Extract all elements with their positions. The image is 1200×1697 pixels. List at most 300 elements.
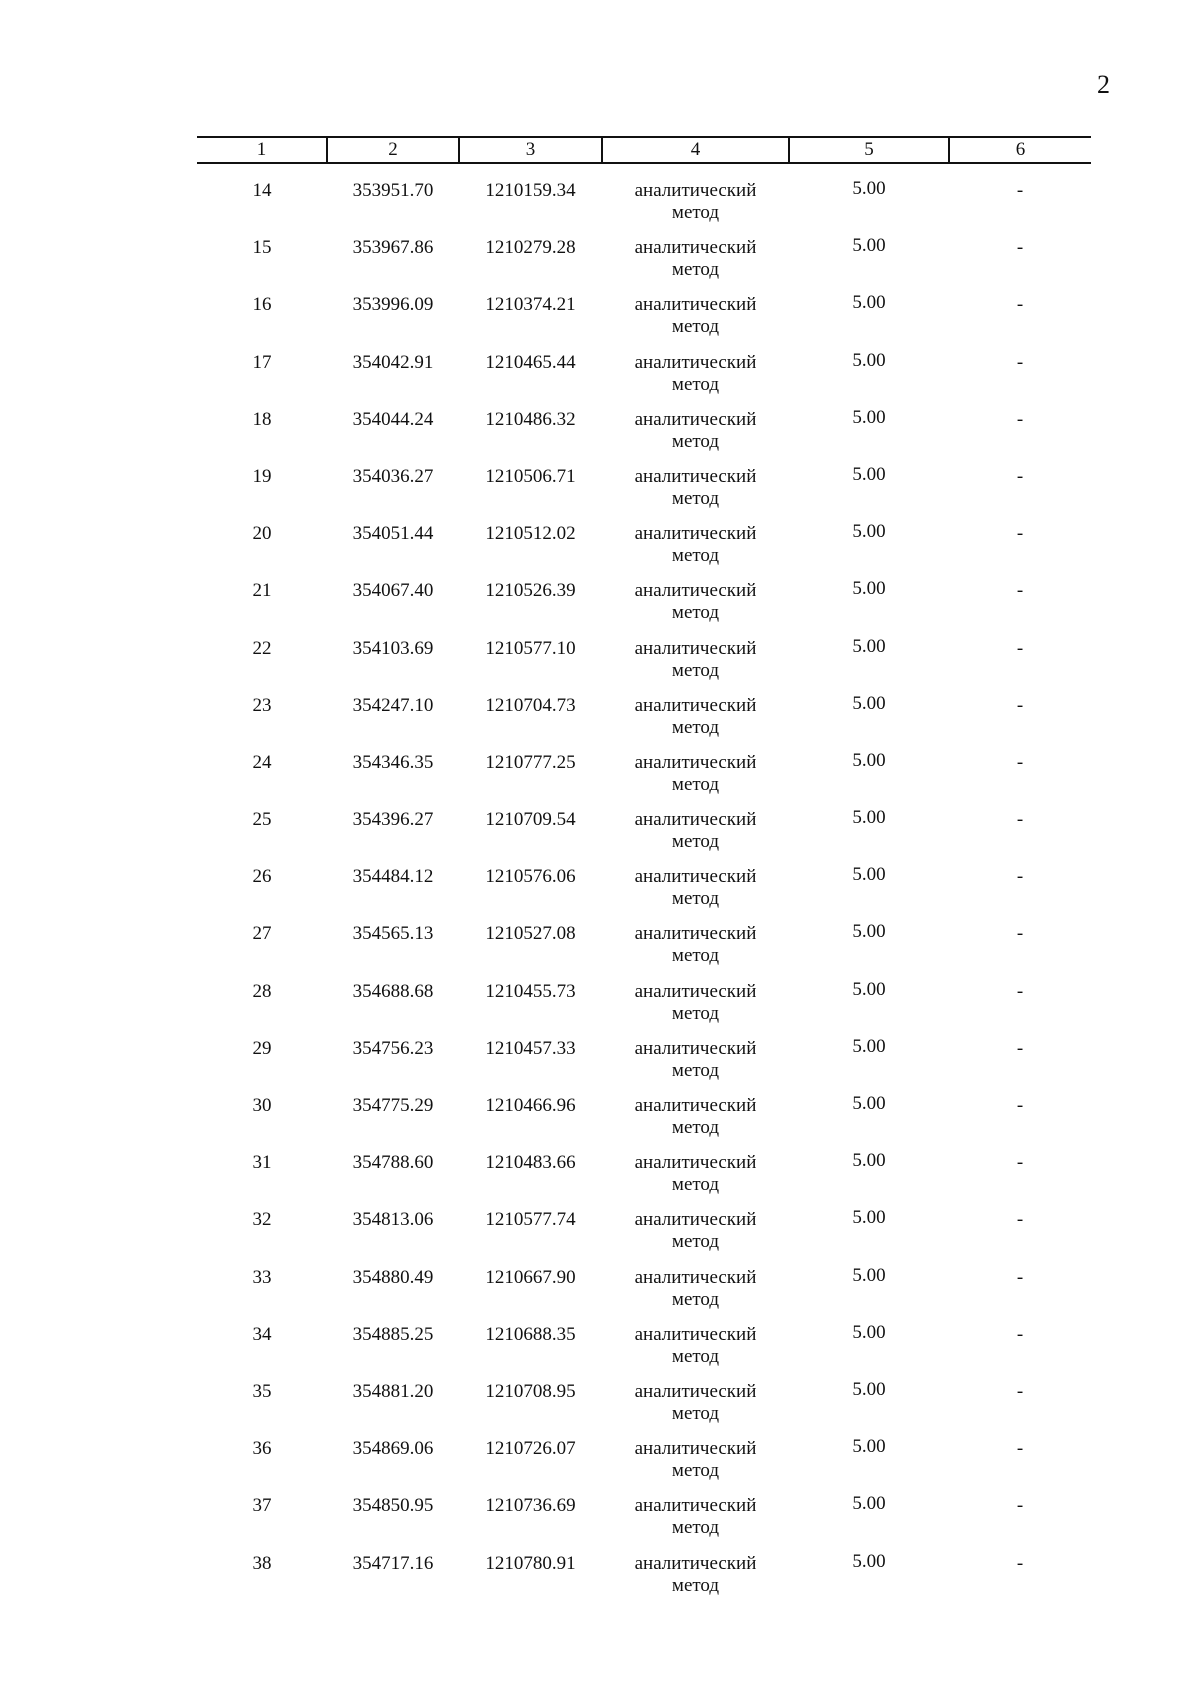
y-coordinate: 1210709.54 (485, 809, 576, 831)
point-number-cell (197, 519, 327, 576)
x-coordinate: 353996.09 (352, 294, 434, 316)
x-coordinate-cell (327, 977, 459, 1034)
point-number: 20 (252, 523, 272, 545)
note-value: - (1016, 237, 1024, 259)
point-number: 30 (252, 1095, 272, 1116)
note-cell (949, 634, 1091, 691)
point-number: 23 (252, 694, 272, 716)
method-line-1: аналитический (634, 1266, 757, 1288)
method-cell (602, 1091, 789, 1148)
note-value: - (1016, 923, 1024, 945)
note-cell (949, 576, 1091, 633)
note-value: - (1016, 1037, 1024, 1059)
method-line-2: метод (671, 1517, 720, 1539)
y-coordinate: 1210736.69 (485, 1495, 576, 1517)
y-coordinate-cell (459, 805, 602, 862)
point-number: 19 (252, 465, 272, 487)
point-number-cell (197, 290, 327, 347)
y-coordinate-cell (459, 1491, 602, 1548)
note-cell (949, 1320, 1091, 1377)
note-cell (949, 1549, 1091, 1606)
y-coordinate: 1210667.90 (485, 1266, 576, 1288)
x-coordinate-cell (327, 1434, 459, 1491)
method-line-2: метод (671, 1002, 720, 1024)
method-line-1: аналитический (634, 923, 757, 945)
method-line-2: метод (671, 430, 720, 452)
y-coordinate-cell (459, 1034, 602, 1091)
method-cell (602, 233, 789, 290)
method-line-2: метод (671, 1460, 720, 1482)
accuracy-cell (789, 290, 949, 347)
table-row (197, 462, 1091, 519)
x-coordinate-cell (327, 519, 459, 576)
y-coordinate: 1210704.73 (485, 694, 576, 716)
accuracy-cell (789, 862, 949, 919)
accuracy-cell (789, 977, 949, 1034)
x-coordinate: 354756.23 (352, 1037, 434, 1059)
method-cell (602, 1034, 789, 1091)
point-number: 15 (252, 237, 272, 259)
note-cell (949, 462, 1091, 519)
y-coordinate-cell (459, 1205, 602, 1262)
header-col-1: 1 (197, 137, 327, 163)
note-cell (949, 1434, 1091, 1491)
note-cell (949, 977, 1091, 1034)
table-row (197, 1205, 1091, 1262)
point-number: 16 (252, 294, 272, 316)
method-line-1: аналитический (634, 1323, 757, 1345)
accuracy-value: 5.00 (852, 635, 886, 657)
method-line-2: метод (671, 773, 720, 795)
table-row (197, 519, 1091, 576)
point-number: 27 (252, 923, 272, 945)
note-value: - (1016, 1438, 1024, 1460)
point-number-cell (197, 1091, 327, 1148)
method-line-1: аналитический (634, 1209, 757, 1231)
method-line-1: аналитический (634, 408, 757, 430)
note-value: - (1016, 465, 1024, 487)
accuracy-value: 5.00 (852, 1264, 886, 1286)
x-coordinate: 354346.35 (352, 751, 434, 773)
note-value: - (1016, 294, 1024, 316)
y-coordinate-cell (459, 1091, 602, 1148)
note-cell (949, 1091, 1091, 1148)
accuracy-value: 5.00 (852, 1150, 886, 1172)
method-cell (602, 1491, 789, 1548)
note-value: - (1016, 694, 1024, 716)
point-number-cell (197, 163, 327, 233)
accuracy-value: 5.00 (852, 521, 886, 543)
accuracy-value: 5.00 (852, 1035, 886, 1057)
accuracy-value: 5.00 (852, 807, 886, 829)
accuracy-value: 5.00 (852, 178, 886, 199)
accuracy-cell (789, 576, 949, 633)
x-coordinate-cell (327, 1034, 459, 1091)
x-coordinate-cell (327, 634, 459, 691)
x-coordinate: 354051.44 (352, 523, 434, 545)
method-cell (602, 634, 789, 691)
x-coordinate: 354247.10 (352, 694, 434, 716)
x-coordinate-cell (327, 1148, 459, 1205)
y-coordinate-cell (459, 1549, 602, 1606)
point-number: 24 (252, 751, 272, 773)
point-number: 32 (252, 1209, 272, 1231)
accuracy-cell (789, 919, 949, 976)
table-row (197, 862, 1091, 919)
x-coordinate-cell (327, 862, 459, 919)
note-cell (949, 919, 1091, 976)
method-cell (602, 405, 789, 462)
table-row (197, 1549, 1091, 1606)
y-coordinate: 1210688.35 (485, 1323, 576, 1345)
header-col-2: 2 (327, 137, 459, 163)
method-line-1: аналитический (634, 465, 757, 487)
y-coordinate-cell (459, 348, 602, 405)
accuracy-cell (789, 1549, 949, 1606)
table-row (197, 1377, 1091, 1434)
method-line-1: аналитический (634, 1495, 757, 1517)
table-row (197, 576, 1091, 633)
method-cell (602, 576, 789, 633)
note-value: - (1016, 351, 1024, 373)
method-line-1: аналитический (634, 1152, 757, 1174)
note-value: - (1016, 1323, 1024, 1345)
x-coordinate-cell (327, 1320, 459, 1377)
x-coordinate-cell (327, 1263, 459, 1320)
note-value: - (1016, 180, 1024, 201)
header-col-5: 5 (789, 137, 949, 163)
x-coordinate-cell (327, 405, 459, 462)
table-row (197, 405, 1091, 462)
accuracy-value: 5.00 (852, 463, 886, 485)
point-number-cell (197, 862, 327, 919)
accuracy-cell (789, 163, 949, 233)
y-coordinate-cell (459, 1263, 602, 1320)
note-value: - (1016, 1266, 1024, 1288)
point-number-cell (197, 1034, 327, 1091)
x-coordinate-cell (327, 462, 459, 519)
method-line-2: метод (671, 602, 720, 624)
y-coordinate-cell (459, 290, 602, 347)
note-cell (949, 691, 1091, 748)
point-number: 28 (252, 980, 272, 1002)
accuracy-cell (789, 1263, 949, 1320)
table-row (197, 1320, 1091, 1377)
point-number-cell (197, 1434, 327, 1491)
y-coordinate-cell (459, 233, 602, 290)
point-number-cell (197, 576, 327, 633)
point-number-cell (197, 1263, 327, 1320)
point-number: 22 (252, 637, 272, 659)
accuracy-value: 5.00 (852, 1207, 886, 1229)
method-line-2: метод (671, 1288, 720, 1310)
table-row (197, 919, 1091, 976)
note-cell (949, 1205, 1091, 1262)
accuracy-cell (789, 805, 949, 862)
x-coordinate-cell (327, 805, 459, 862)
y-coordinate: 1210780.91 (485, 1552, 576, 1574)
accuracy-value: 5.00 (852, 692, 886, 714)
method-line-2: метод (671, 373, 720, 395)
table-row (197, 233, 1091, 290)
y-coordinate-cell (459, 1434, 602, 1491)
x-coordinate: 354880.49 (352, 1266, 434, 1288)
x-coordinate: 354396.27 (352, 809, 434, 831)
method-line-1: аналитический (634, 180, 757, 201)
x-coordinate-cell (327, 1549, 459, 1606)
point-number: 25 (252, 809, 272, 831)
x-coordinate: 354813.06 (352, 1209, 434, 1231)
y-coordinate-cell (459, 462, 602, 519)
method-cell (602, 977, 789, 1034)
method-line-1: аналитический (634, 523, 757, 545)
y-coordinate: 1210159.34 (485, 180, 576, 201)
point-number: 18 (252, 408, 272, 430)
accuracy-value: 5.00 (852, 1093, 886, 1114)
table-row (197, 163, 1091, 233)
note-value: - (1016, 1380, 1024, 1402)
accuracy-value: 5.00 (852, 292, 886, 314)
method-line-2: метод (671, 1231, 720, 1253)
accuracy-cell (789, 348, 949, 405)
method-line-2: метод (671, 1174, 720, 1196)
method-line-2: метод (671, 1059, 720, 1081)
note-cell (949, 405, 1091, 462)
method-line-2: метод (671, 659, 720, 681)
method-line-1: аналитический (634, 580, 757, 602)
note-value: - (1016, 1095, 1024, 1116)
y-coordinate-cell (459, 1148, 602, 1205)
y-coordinate: 1210466.96 (485, 1095, 576, 1116)
x-coordinate-cell (327, 1377, 459, 1434)
note-value: - (1016, 866, 1024, 888)
note-value: - (1016, 580, 1024, 602)
accuracy-cell (789, 1377, 949, 1434)
method-line-1: аналитический (634, 637, 757, 659)
x-coordinate: 354788.60 (352, 1152, 434, 1174)
x-coordinate: 354484.12 (352, 866, 434, 888)
point-number-cell (197, 634, 327, 691)
method-line-1: аналитический (634, 1380, 757, 1402)
x-coordinate: 354036.27 (352, 465, 434, 487)
method-cell (602, 748, 789, 805)
method-cell (602, 1205, 789, 1262)
note-cell (949, 163, 1091, 233)
y-coordinate-cell (459, 634, 602, 691)
method-line-1: аналитический (634, 1095, 757, 1116)
y-coordinate: 1210577.10 (485, 637, 576, 659)
y-coordinate: 1210577.74 (485, 1209, 576, 1231)
y-coordinate: 1210527.08 (485, 923, 576, 945)
y-coordinate-cell (459, 748, 602, 805)
note-value: - (1016, 751, 1024, 773)
accuracy-value: 5.00 (852, 406, 886, 428)
x-coordinate-cell (327, 1491, 459, 1548)
x-coordinate-cell (327, 233, 459, 290)
point-number: 29 (252, 1037, 272, 1059)
y-coordinate: 1210455.73 (485, 980, 576, 1002)
point-number-cell (197, 1148, 327, 1205)
point-number: 33 (252, 1266, 272, 1288)
method-line-2: метод (671, 1345, 720, 1367)
y-coordinate: 1210526.39 (485, 580, 576, 602)
accuracy-cell (789, 1091, 949, 1148)
point-number-cell (197, 919, 327, 976)
x-coordinate: 354717.16 (352, 1552, 434, 1574)
note-value: - (1016, 1209, 1024, 1231)
accuracy-cell (789, 691, 949, 748)
x-coordinate-cell (327, 691, 459, 748)
method-cell (602, 1263, 789, 1320)
y-coordinate: 1210465.44 (485, 351, 576, 373)
accuracy-value: 5.00 (852, 1493, 886, 1515)
method-cell (602, 691, 789, 748)
method-line-1: аналитический (634, 1552, 757, 1574)
point-number-cell (197, 405, 327, 462)
x-coordinate-cell (327, 576, 459, 633)
note-value: - (1016, 980, 1024, 1002)
method-line-1: аналитический (634, 866, 757, 888)
x-coordinate-cell (327, 163, 459, 233)
table-row (197, 748, 1091, 805)
method-line-2: метод (671, 945, 720, 967)
table-row (197, 1491, 1091, 1548)
accuracy-cell (789, 1320, 949, 1377)
note-cell (949, 805, 1091, 862)
y-coordinate: 1210576.06 (485, 866, 576, 888)
point-number: 37 (252, 1495, 272, 1517)
note-cell (949, 519, 1091, 576)
x-coordinate: 354885.25 (352, 1323, 434, 1345)
method-line-1: аналитический (634, 980, 757, 1002)
x-coordinate: 353951.70 (352, 180, 434, 201)
table-row (197, 290, 1091, 347)
x-coordinate: 354067.40 (352, 580, 434, 602)
method-line-2: метод (671, 1574, 720, 1596)
note-value: - (1016, 523, 1024, 545)
note-value: - (1016, 1152, 1024, 1174)
page-number: 2 (1097, 70, 1110, 99)
x-coordinate-cell (327, 1091, 459, 1148)
note-cell (949, 348, 1091, 405)
note-cell (949, 1377, 1091, 1434)
method-cell (602, 1549, 789, 1606)
table-row (197, 348, 1091, 405)
method-line-2: метод (671, 202, 720, 223)
accuracy-cell (789, 748, 949, 805)
x-coordinate-cell (327, 290, 459, 347)
accuracy-value: 5.00 (852, 864, 886, 886)
note-cell (949, 233, 1091, 290)
accuracy-cell (789, 634, 949, 691)
point-number-cell (197, 748, 327, 805)
accuracy-value: 5.00 (852, 349, 886, 371)
point-number-cell (197, 1491, 327, 1548)
y-coordinate: 1210279.28 (485, 237, 576, 259)
accuracy-value: 5.00 (852, 1436, 886, 1458)
header-col-6: 6 (949, 137, 1091, 163)
method-line-1: аналитический (634, 751, 757, 773)
point-number: 31 (252, 1152, 272, 1174)
note-value: - (1016, 408, 1024, 430)
method-line-2: метод (671, 831, 720, 853)
method-line-2: метод (671, 259, 720, 281)
y-coordinate: 1210486.32 (485, 408, 576, 430)
method-line-2: метод (671, 545, 720, 567)
method-cell (602, 805, 789, 862)
point-number: 17 (252, 351, 272, 373)
accuracy-value: 5.00 (852, 578, 886, 600)
point-number: 38 (252, 1552, 272, 1574)
method-line-2: метод (671, 1117, 720, 1138)
header-col-4: 4 (602, 137, 789, 163)
method-line-1: аналитический (634, 351, 757, 373)
y-coordinate: 1210512.02 (485, 523, 576, 545)
table-header (197, 137, 1091, 163)
coordinates-table (197, 136, 1091, 1606)
point-number-cell (197, 805, 327, 862)
note-cell (949, 1263, 1091, 1320)
y-coordinate-cell (459, 862, 602, 919)
y-coordinate: 1210708.95 (485, 1380, 576, 1402)
accuracy-value: 5.00 (852, 921, 886, 943)
note-cell (949, 1148, 1091, 1205)
y-coordinate: 1210506.71 (485, 465, 576, 487)
y-coordinate-cell (459, 919, 602, 976)
x-coordinate-cell (327, 1205, 459, 1262)
point-number: 21 (252, 580, 272, 602)
x-coordinate: 354565.13 (352, 923, 434, 945)
y-coordinate: 1210457.33 (485, 1037, 576, 1059)
table-row (197, 1034, 1091, 1091)
table-body (197, 163, 1091, 1606)
note-value: - (1016, 1495, 1024, 1517)
x-coordinate: 354775.29 (352, 1095, 434, 1116)
method-cell (602, 1434, 789, 1491)
table-row (197, 691, 1091, 748)
point-number-cell (197, 233, 327, 290)
x-coordinate-cell (327, 348, 459, 405)
point-number: 34 (252, 1323, 272, 1345)
point-number-cell (197, 1377, 327, 1434)
method-line-2: метод (671, 716, 720, 738)
accuracy-value: 5.00 (852, 1321, 886, 1343)
y-coordinate-cell (459, 405, 602, 462)
x-coordinate-cell (327, 919, 459, 976)
table-row (197, 634, 1091, 691)
x-coordinate: 354103.69 (352, 637, 434, 659)
accuracy-cell (789, 1148, 949, 1205)
y-coordinate-cell (459, 1377, 602, 1434)
x-coordinate: 354869.06 (352, 1438, 434, 1460)
note-value: - (1016, 1552, 1024, 1574)
table-row (197, 1434, 1091, 1491)
note-value: - (1016, 809, 1024, 831)
method-line-2: метод (671, 316, 720, 338)
method-line-2: метод (671, 1402, 720, 1424)
point-number: 36 (252, 1438, 272, 1460)
note-cell (949, 1034, 1091, 1091)
method-cell (602, 519, 789, 576)
point-number: 26 (252, 866, 272, 888)
point-number-cell (197, 691, 327, 748)
accuracy-cell (789, 1491, 949, 1548)
table-row (197, 1263, 1091, 1320)
method-cell (602, 348, 789, 405)
method-line-1: аналитический (634, 1037, 757, 1059)
note-cell (949, 1491, 1091, 1548)
method-cell (602, 1320, 789, 1377)
